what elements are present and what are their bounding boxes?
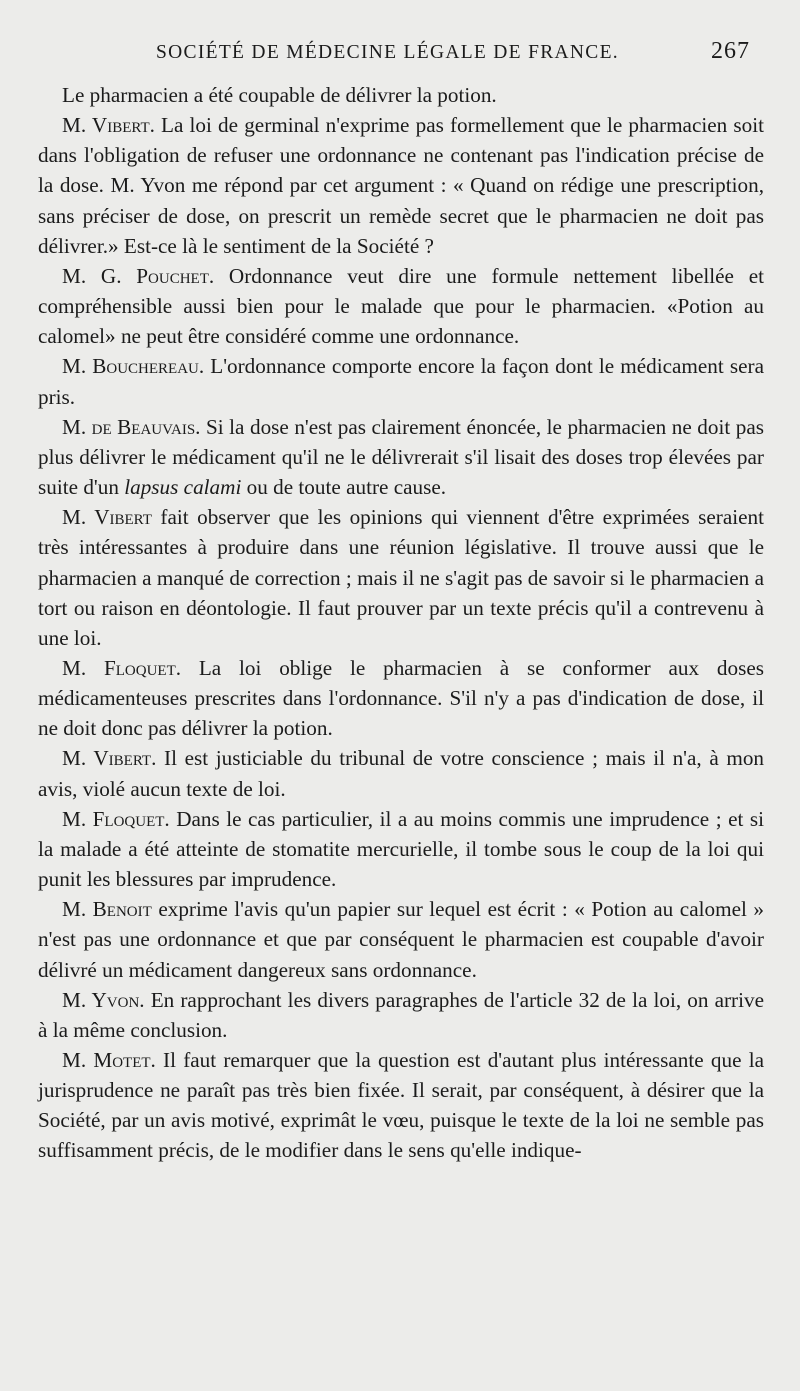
paragraph-text: Si la dose n'est pas clairement énoncée, le pharmacien ne doit pas plus délivrer le médicament qu'il ne le délivrerait s'il lisait des doses trop élevées par suite d'un (38, 414, 764, 500)
paragraph (38, 412, 764, 502)
paragraph-text-continued: ou de toute autre cause. (241, 475, 447, 500)
speaker-name: M. Floquet. (62, 655, 182, 680)
speaker-name: M. Vibert. (62, 113, 155, 138)
page-number: 267 (711, 38, 750, 64)
paragraph (38, 1045, 764, 1166)
paragraph (38, 80, 764, 110)
speaker-name: M. G. Pouchet. (62, 263, 215, 288)
speaker-name: M. Bouchereau. (62, 354, 205, 379)
text-body (38, 80, 764, 1166)
latin-phrase: lapsus calami (124, 475, 242, 500)
paragraph (38, 743, 764, 803)
running-header (38, 38, 764, 74)
speaker-name: M. de Beauvais. (62, 414, 201, 439)
paragraph-text: fait observer que les opinions qui viennent d'être exprimées seraient très intéressantes à produire dans une réunion législative. Il trouve aussi que le pharmacien a manqué de correction ; mais il ne s'agit pas de savoir si le pharmacien a tort ou raison en déontologie. Il faut prouver par un texte précis qu'il a contrevenu à une loi. (38, 505, 765, 650)
paragraph (38, 653, 764, 743)
speaker-name: M. Yvon. (62, 987, 145, 1012)
paragraph (38, 894, 764, 984)
speaker-name: M. Vibert (62, 505, 152, 530)
paragraph-text: En rapprochant les divers paragraphes de l'article 32 de la loi, on arrive à la même conclusion. (38, 987, 764, 1042)
paragraph-text: La loi oblige le pharmacien à se conformer aux doses médicamenteuses prescrites dans l'ordonnance. S'il n'y a pas d'indication de dose, il ne doit donc pas délivrer la potion. (38, 655, 765, 741)
paragraph (38, 985, 764, 1045)
paragraph (38, 110, 764, 261)
paragraph (38, 351, 764, 411)
paragraph-text: La loi de germinal n'exprime pas formellement que le pharmacien soit dans l'obligation de refuser une ordonnance ne contenant pas l'indication précise de la dose. M. Yvon me répond par cet argument : « Quand on rédige une prescription, sans préciser de dose, on prescrit un remède secret que le pharmacien ne doit pas délivrer.» Est-ce là le sentiment de la Société ? (38, 113, 764, 258)
paragraph-text: Dans le cas particulier, il a au moins commis une imprudence ; et si la malade a été atteinte de stomatite mercurielle, il tombe sous le coup de la loi qui punit les blessures par imprudence. (38, 806, 764, 892)
paragraph-text: Ordonnance veut dire une formule nettement libellée et compréhensible aussi bien pour le malade que pour le pharmacien. «Potion au calomel» ne peut être considéré comme une ordonnance. (38, 263, 764, 349)
paragraph-text: L'ordonnance comporte encore la façon dont le médicament sera pris. (38, 354, 764, 409)
speaker-name: M. Motet. (62, 1048, 156, 1072)
speaker-name: M. Benoit (62, 897, 152, 922)
paragraph-text: Le pharmacien a été coupable de délivrer la potion. (62, 83, 497, 107)
paragraph-text: Il faut remarquer que la question est d'autant plus intéressante que la jurisprudence ne paraît pas très bien fixée. Il serait, par conséquent, à désirer que la Société, par un avis motivé, exprimât le vœu, puisque le texte de la loi ne semble pas suffisamment précis, de le modifier dans le sens qu'elle indique- (38, 1048, 764, 1163)
paragraph (38, 804, 764, 894)
running-title: SOCIÉTÉ DE MÉDECINE LÉGALE DE FRANCE. (156, 42, 619, 63)
paragraph (38, 261, 764, 351)
paragraph-text: Il est justiciable du tribunal de votre conscience ; mais il n'a, à mon avis, violé aucun texte de loi. (38, 746, 765, 801)
paragraph-text: exprime l'avis qu'un papier sur lequel est écrit : « Potion au calomel » n'est pas une ordonnance et que par conséquent le pharmacien est coupable d'avoir délivré un médicament dangereux sans ordonnance. (38, 897, 764, 982)
speaker-name: M. Floquet. (62, 806, 170, 831)
paragraph (38, 502, 764, 653)
speaker-name: M. Vibert. (62, 746, 157, 771)
